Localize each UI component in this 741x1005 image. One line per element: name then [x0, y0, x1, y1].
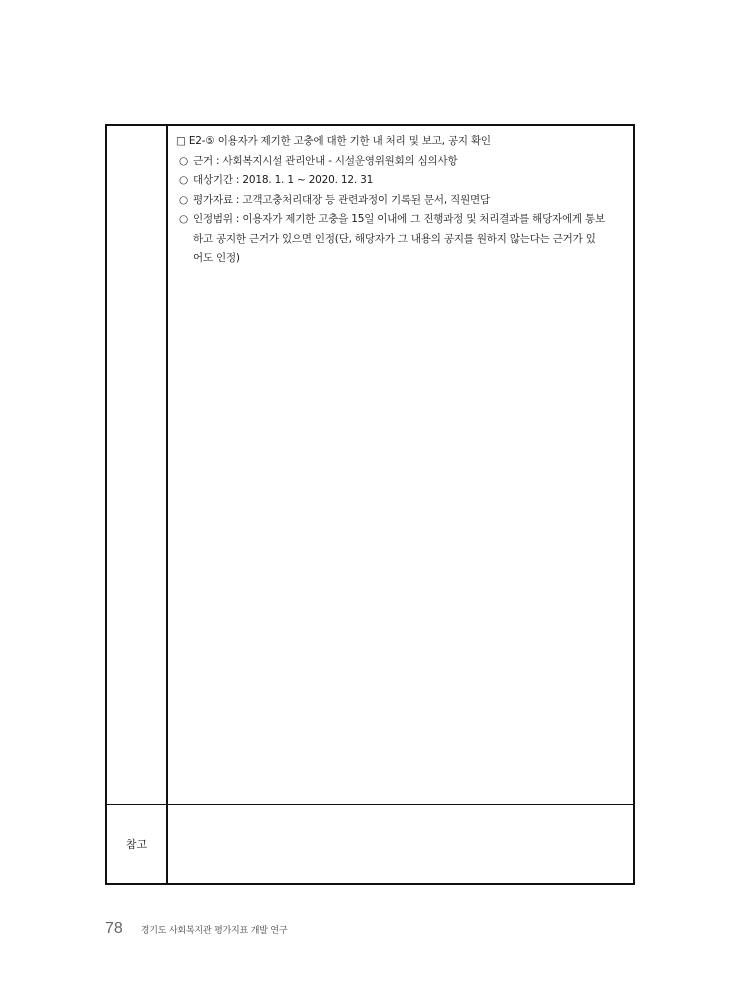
reference-label: 참고	[125, 838, 148, 851]
row-divider	[107, 804, 633, 805]
page-footer	[105, 920, 287, 938]
bullet-circle-icon: ○	[179, 154, 188, 167]
list-item-text: 근거 : 사회복지시설 관리안내 - 시설운영위원회의 심의사항	[193, 154, 458, 167]
indicator-content-cell	[176, 132, 632, 269]
list-item-basis	[176, 152, 632, 172]
column-divider	[166, 126, 168, 883]
list-item-period	[176, 171, 632, 191]
bullet-circle-icon: ○	[179, 193, 188, 206]
page-number: 78	[105, 920, 123, 937]
bullet-circle-icon: ○	[179, 174, 188, 186]
evaluation-table	[105, 124, 635, 885]
running-title: 경기도 사회복지관 평가지표 개발 연구	[140, 926, 288, 936]
list-item-recognition-scope	[176, 210, 632, 269]
list-item-line: 인정범위 : 이용자가 제기한 고충을 15일 이내에 그 진행과정 및 처리결과를 해당자에게 통보	[193, 213, 605, 225]
list-item-text: 대상기간 : 2018. 1. 1 ~ 2020. 12. 31	[193, 174, 374, 186]
list-item-text: 평가자료 : 고객고충처리대장 등 관련과정이 기록된 문서, 직원면담	[193, 193, 490, 206]
indicator-heading: □ E2-⑤ 이용자가 제기한 고충에 대한 기한 내 처리 및 보고, 공지 확인	[176, 135, 491, 147]
bullet-circle-icon: ○	[179, 213, 188, 225]
list-item-line: 하고 공지한 근거가 있으면 인정(단, 해당자가 그 내용의 공지를 원하지 않는다는 근거가 있	[193, 232, 596, 245]
list-item-line: 어도 인정)	[193, 252, 240, 264]
list-item-materials	[176, 191, 632, 211]
